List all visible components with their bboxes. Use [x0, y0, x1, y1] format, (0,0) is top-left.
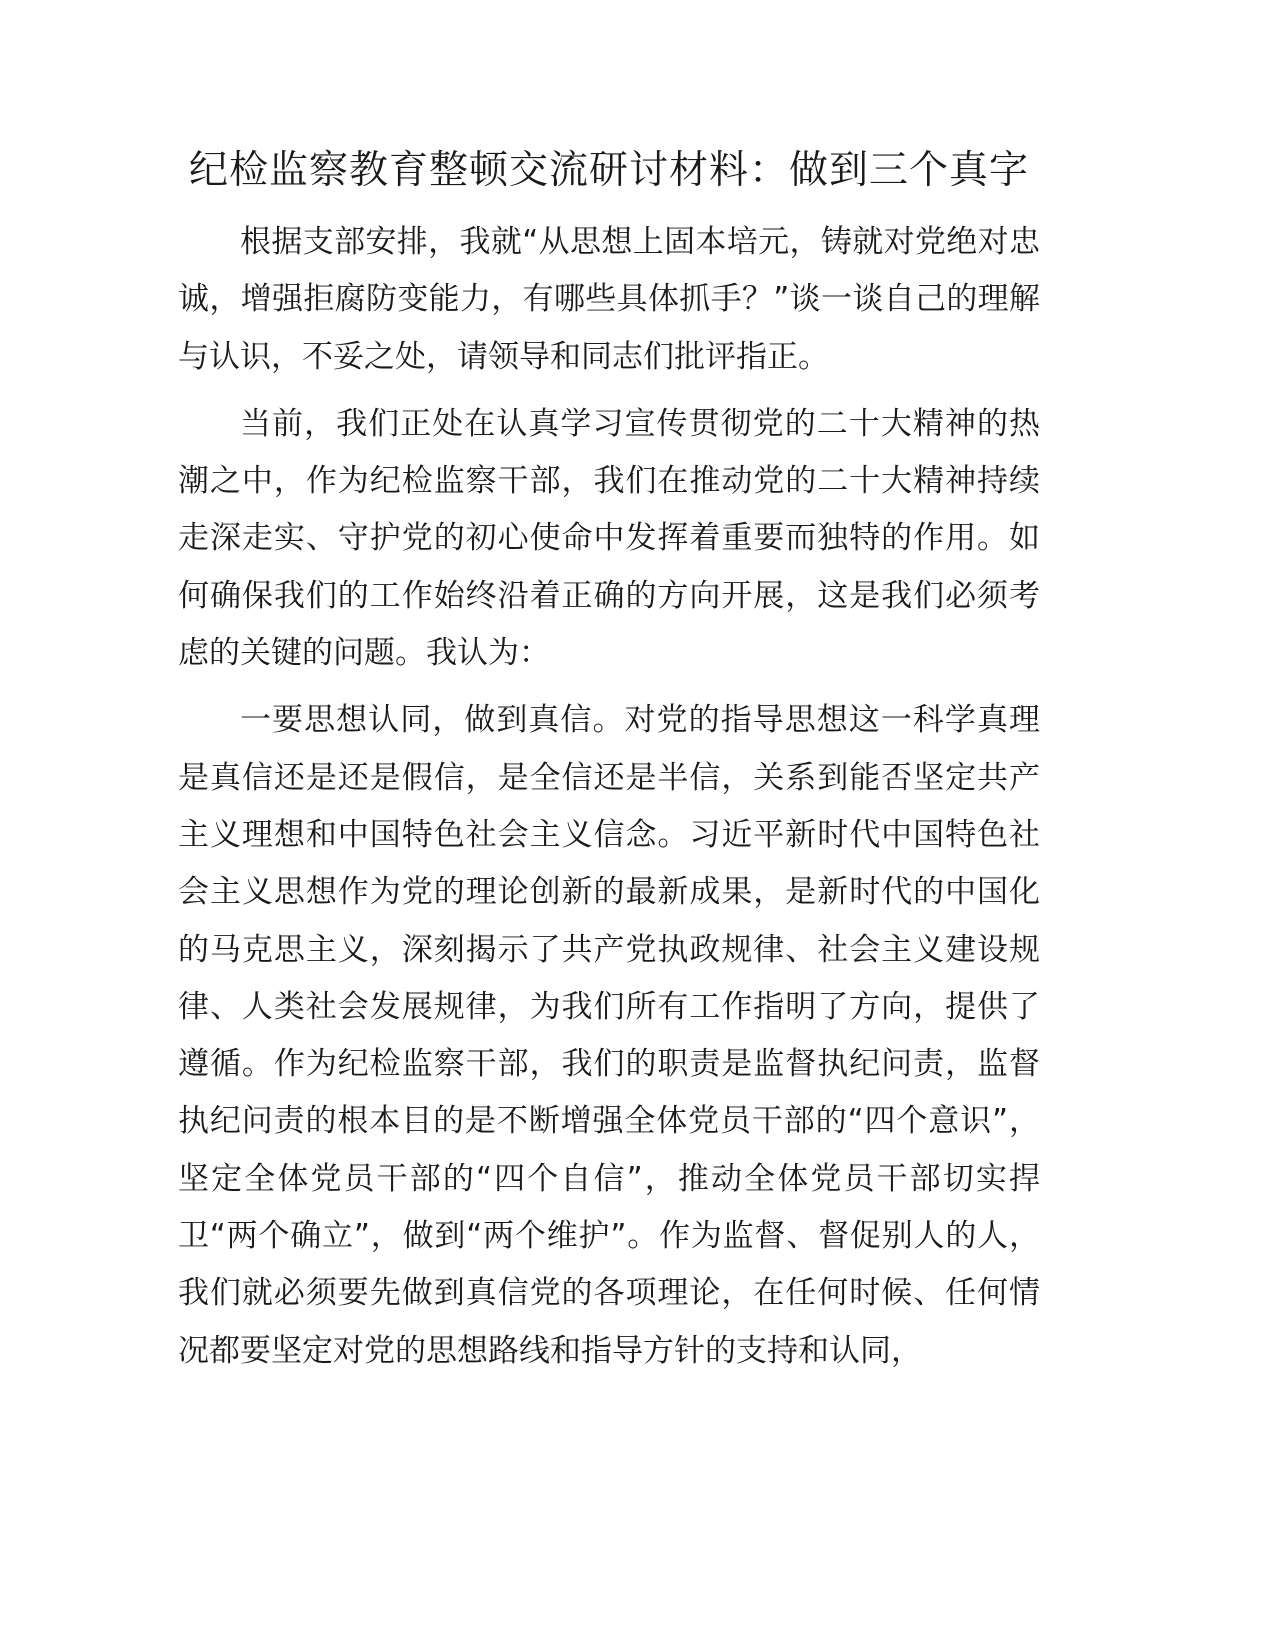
paragraph-intro: 根据支部安排，我就“从思想上固本培元，铸就对党绝对忠诚，增强拒腐防变能力，有哪些具体抓手？”谈一谈自己的理解与认识，不妥之处，请领导和同志们批评指正。 [178, 224, 1040, 375]
paragraph-point-one: 一要思想认同，做到真信。对党的指导思想这一科学真理是真信还是还是假信，是全信还是半信，关系到能否坚定共产主义理想和中国特色社会主义信念。习近平新时代中国特色社会主义思想作为党的理论创新的最新成果，是新时代的中国化的马克思主义，深刻揭示了共产党执政规律、社会主义建设规律、人类社会发展规律，为我们所有工作指明了方向，提供了遵循。作为纪检监察干部，我们的职责是监督执纪问责，监督执纪问责的根本目的是不断增强全体党员干部的“四个意识”，坚定全体党员干部的“四个自信”，推动全体党员干部切实捍卫“两个确立”，做到“两个维护”。作为监督、督促别人的人，我们就必须要先做到真信党的各项理论，在任何时候、任何情况都要坚定对党的思想路线和指导方针的支持和认同， [178, 702, 1040, 1369]
paragraph-context: 当前，我们正处在认真学习宣传贯彻党的二十大精神的热潮之中，作为纪检监察干部，我们在推动党的二十大精神持续走深走实、守护党的初心使命中发挥着重要而独特的作用。如何确保我们的工作始终沿着正确的方向开展，这是我们必须考虑的关键的问题。我认为： [178, 405, 1040, 672]
document-page [178, 142, 1040, 1390]
document-title: 纪检监察教育整顿交流研讨材料：做到三个真字 [188, 148, 1029, 193]
